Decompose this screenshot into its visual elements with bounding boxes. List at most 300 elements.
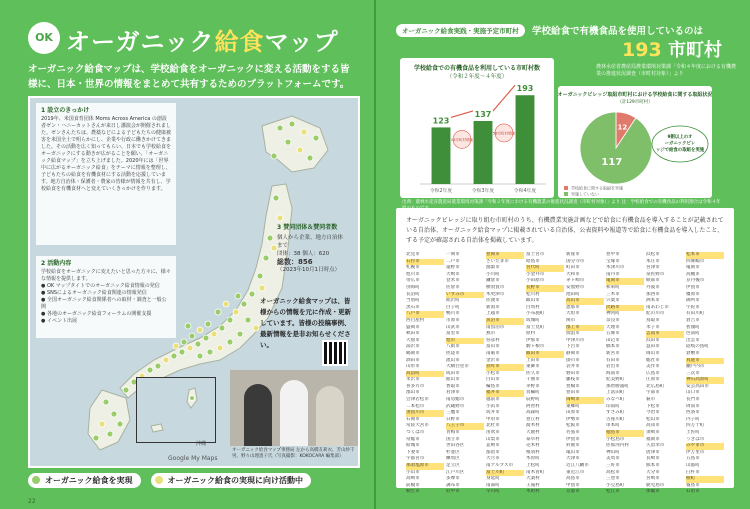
municipality-name: 福井市 xyxy=(486,390,524,397)
municipality-name: 三鷹市 xyxy=(446,410,460,416)
municipality-name: 宝塚市 xyxy=(606,258,620,264)
municipality-name: 高畠町 xyxy=(406,371,444,378)
pie-chart-card xyxy=(558,86,712,198)
municipality-name: 東郷町 xyxy=(566,403,580,409)
municipality-name: 八街市 xyxy=(446,344,460,350)
municipality-name: 館山市 xyxy=(446,377,460,383)
pie-chart-title: オーガニックビレッジ取組市町村における学校給食に関する取組状況 xyxy=(558,92,712,98)
municipality-name: 亀山市 xyxy=(566,449,580,455)
municipality-name: 大津市 xyxy=(566,456,580,462)
municipality-name: 足立区 xyxy=(446,463,460,468)
municipality-name: 田辺市 xyxy=(606,337,620,343)
okinawa-islands xyxy=(137,378,217,444)
staff-photo xyxy=(230,370,358,446)
map-pin[interactable] xyxy=(215,309,221,315)
title-main: オーガニック xyxy=(66,28,215,56)
municipality-name: 盛岡市 xyxy=(406,324,420,330)
municipality-name: 奈良市 xyxy=(606,317,620,323)
map-pin[interactable] xyxy=(171,353,177,359)
municipality-name: 豊田市 xyxy=(566,390,580,396)
municipality-name: 木更津市 xyxy=(486,291,505,297)
bar-category-label: 令和4年度 xyxy=(513,189,537,194)
municipality-name: 加西市 xyxy=(646,291,660,297)
map-pin[interactable] xyxy=(123,387,129,393)
municipality-name: 長沼町 xyxy=(406,291,420,297)
municipality-name: 小金井市 xyxy=(526,271,545,277)
municipality-name: 新潟市 xyxy=(486,304,500,310)
municipality-name: 三木市 xyxy=(606,291,620,297)
municipality-name: 阿智村 xyxy=(526,403,540,409)
municipality-name: 大崎市 xyxy=(446,271,460,277)
map-pin[interactable] xyxy=(197,327,203,333)
municipality-list-card xyxy=(396,208,734,495)
municipality-name: 小布施町 xyxy=(526,311,545,317)
bar-chart-card xyxy=(400,58,554,198)
municipality-name: 大桑村 xyxy=(526,476,540,482)
municipality-name: 南房総市 xyxy=(446,397,465,403)
map-pin[interactable] xyxy=(205,321,211,327)
map-pin[interactable] xyxy=(211,331,217,337)
map-pin[interactable] xyxy=(179,349,185,355)
municipality-name: 北広島町 xyxy=(646,383,665,389)
municipality-name: 倉吉市 xyxy=(686,317,700,323)
municipality-name: 土佐町 xyxy=(686,430,700,436)
municipality-name: 富士見町 xyxy=(526,324,545,330)
municipality-name: 安曇野市 xyxy=(566,284,585,290)
municipality-name: 那覇市 xyxy=(646,489,660,495)
municipality-name: 喜多方市 xyxy=(406,383,425,389)
municipality-name: 南砺市 xyxy=(486,350,500,356)
increase-label: 56市町村増加 xyxy=(492,131,516,136)
map-pin[interactable] xyxy=(195,341,201,347)
person-figure xyxy=(244,384,272,446)
municipality-name: 白馬村 xyxy=(526,304,540,310)
municipality-name: 富士宮市 xyxy=(526,252,545,257)
municipality-name: 須賀川市 xyxy=(406,410,444,417)
supporters-total: 総数：856 xyxy=(277,258,313,266)
municipality-name: 泰阜村 xyxy=(526,436,540,442)
municipality-name: 身延町 xyxy=(486,476,500,482)
section-badge: オーガニック給食実践・実施予定市町村 xyxy=(396,24,525,37)
municipality-name: 那智勝浦町 xyxy=(606,383,629,389)
map-pin[interactable] xyxy=(223,301,229,307)
municipality-name: 木祖村 xyxy=(526,489,540,495)
municipality-name: 豊岡市 xyxy=(486,252,524,259)
municipality-name: 豊中市 xyxy=(606,252,620,257)
municipality-name: 富山市 xyxy=(486,344,500,350)
map-pin[interactable] xyxy=(147,367,153,373)
municipality-name: 木曽町 xyxy=(526,456,540,462)
municipality-name: 常総市 xyxy=(406,436,420,442)
municipality-name: 佐渡市 xyxy=(486,298,500,304)
municipality-name: 徳島市 xyxy=(606,430,644,437)
municipality-name: 辰野町 xyxy=(526,397,540,403)
municipality-name: 大和市 xyxy=(566,271,580,277)
count-value: 193 xyxy=(622,39,662,61)
municipality-name: 宇都宮市 xyxy=(406,456,425,462)
pie-legend-label: 学校給食に関する取組を実施 xyxy=(571,185,623,191)
municipality-name: 佐那河内村 xyxy=(606,443,629,449)
municipality-name: 西目屋村 xyxy=(406,317,425,323)
municipality-name: 横須賀市 xyxy=(486,284,505,290)
pie-callout-text: ッジで給食の取組を実施 xyxy=(655,148,705,153)
municipality-name: 八王子市 xyxy=(446,423,484,430)
submission-note: オーガニック給食マップは、皆様からの情報を元に作成・更新しています。皆様の投稿事例、最新情報を是非お知らせください。 xyxy=(260,297,351,349)
map-pin[interactable] xyxy=(273,195,279,201)
municipality-name: 和束町 xyxy=(606,284,620,290)
municipality-name: 宇陀市 xyxy=(686,304,700,310)
map-pin[interactable] xyxy=(233,309,239,315)
municipality-name: 魚沼市 xyxy=(486,318,524,325)
municipality-name: 日野市 xyxy=(446,416,460,422)
municipality-name: 印南町 xyxy=(606,403,620,409)
municipality-name: 成田市 xyxy=(446,370,460,376)
municipality-name: 松山市 xyxy=(646,416,660,422)
municipality-name: 京都市 xyxy=(566,489,580,495)
municipality-name: 石垣市 xyxy=(686,489,700,495)
legend-label: オーガニック給食の実現に向け活動中 xyxy=(167,475,304,485)
municipality-name: 浜松市 xyxy=(646,252,660,257)
person-figure xyxy=(280,380,308,446)
municipality-name: 木津川市 xyxy=(606,265,625,271)
municipality-name: 札幌市 xyxy=(406,265,420,271)
bar-chart-title: 学校給食での有機食品を利用している市町村数 xyxy=(413,65,541,72)
municipality-name: 東御市 xyxy=(526,364,540,370)
chart-source-note: 出典：農林水産省農産局農業環境対策課「令和２年度における有機農業の推進状況調査（市町村対象）」より 注：学校給食での有機食品の利用割合は令和４年 xyxy=(402,200,721,205)
map-pin[interactable] xyxy=(117,421,123,427)
municipality-name: 須崎市 xyxy=(646,430,660,436)
municipality-name: 町田市 xyxy=(566,265,580,271)
municipality-name: 旭川市 xyxy=(406,271,420,277)
municipality-name: 美馬市 xyxy=(606,456,620,462)
municipality-name: 本庄市 xyxy=(646,258,660,264)
legend-implemented xyxy=(28,473,141,488)
municipality-name: 秋田市 xyxy=(406,331,420,337)
map-pin[interactable] xyxy=(207,349,213,355)
municipality-name: 坂城町 xyxy=(526,317,540,323)
map-pin[interactable] xyxy=(307,155,313,161)
map-legend xyxy=(28,471,360,489)
map-pin[interactable] xyxy=(285,139,291,145)
map-pin[interactable] xyxy=(237,331,243,337)
municipality-name: 都留市 xyxy=(486,449,500,455)
municipality-name: 豊橋市 xyxy=(566,383,580,389)
map-pin[interactable] xyxy=(227,339,233,345)
activity-item: ● OK マップタイトでのオーガニック給食情報の発信 xyxy=(41,283,160,289)
map-pin[interactable] xyxy=(245,317,251,323)
founding-heading: 1 設立のきっかけ xyxy=(41,107,90,114)
map-pin[interactable] xyxy=(235,293,241,299)
municipality-name: 坂井市 xyxy=(486,410,500,416)
municipality-name: 庄原市 xyxy=(646,377,660,383)
municipality-name: 丹波市 xyxy=(646,284,660,290)
map-pin[interactable] xyxy=(155,363,161,369)
municipality-name: 有田川町 xyxy=(686,311,705,317)
municipality-name: 新座市 xyxy=(566,252,580,257)
municipality-name: 飯田市 xyxy=(526,351,564,358)
map-pin[interactable] xyxy=(227,317,233,323)
map-pin[interactable] xyxy=(263,255,269,261)
municipality-name: 国立市 xyxy=(446,436,460,442)
municipality-name: 鹿児島市 xyxy=(646,482,665,488)
pie-legend-swatch xyxy=(564,192,568,196)
person-figure xyxy=(316,386,344,446)
source-note: 農林水産省農産局農業環境対策課「令和４年度における有機農業の推進状況調査（市町村対象）」より xyxy=(596,64,737,77)
municipality-name: 箕輪町 xyxy=(526,390,540,396)
municipality-name: 亀岡市 xyxy=(606,278,644,285)
municipality-name: 上田市 xyxy=(526,357,540,363)
increase-label: 14市町村増加 xyxy=(450,137,474,142)
municipality-name: 輪島市 xyxy=(486,383,500,389)
map-pin[interactable] xyxy=(289,121,295,127)
municipality-name: 茅野市 xyxy=(526,383,540,389)
map-pin[interactable] xyxy=(197,353,203,359)
municipality-name: 邑南町 xyxy=(686,331,700,337)
municipality-name: 四條畷市 xyxy=(686,258,705,264)
municipality-name: 大月市 xyxy=(486,456,500,462)
map-pin[interactable] xyxy=(277,125,283,131)
municipality-name: 田原市 xyxy=(566,410,580,416)
municipality-name: 橋本市 xyxy=(606,344,620,350)
map-pin[interactable] xyxy=(241,301,247,307)
map-pin[interactable] xyxy=(257,273,263,279)
municipality-name: 下妻市 xyxy=(406,449,420,455)
municipality-name: 紀の川市 xyxy=(646,311,665,317)
municipality-name: 登米市 xyxy=(446,278,460,284)
municipality-name: 宮代町 xyxy=(526,265,564,272)
pie-slice-label: 12 xyxy=(617,123,628,132)
municipality-grid xyxy=(406,252,724,496)
municipality-name: 山形市 xyxy=(406,364,420,370)
municipality-name: 伊那市 xyxy=(526,337,540,343)
pie-chart xyxy=(558,86,712,198)
municipality-name: 前橋市 xyxy=(406,482,420,488)
municipality-name: 有田市 xyxy=(606,357,620,363)
municipality-name: 二本松市 xyxy=(406,403,425,409)
legend-label: オーガニック給食を実現 xyxy=(45,475,133,485)
map-pin[interactable] xyxy=(271,153,277,159)
municipality-name: 世田谷区 xyxy=(446,443,465,449)
municipality-name: 燕市 xyxy=(486,331,496,337)
municipality-name: 古座川町 xyxy=(606,416,625,422)
municipality-name: 小川町 xyxy=(486,271,500,277)
map-pin[interactable] xyxy=(93,435,99,441)
intro-text: オーガニック給食マップは、学校給食をオーガニックに変える活動をする皆様に、日本・世界の情報をまとめて共有するためのプラットフォームです。 xyxy=(28,64,350,90)
left-page xyxy=(0,0,374,509)
municipality-name: 東近江市 xyxy=(566,469,585,475)
qr-code[interactable] xyxy=(322,340,348,366)
municipality-name: 常陸大宮市 xyxy=(406,423,429,429)
map-pin[interactable] xyxy=(185,323,191,329)
map-pin[interactable] xyxy=(297,147,303,153)
municipality-name: 石岡市 xyxy=(406,416,420,422)
municipality-name: 三次市 xyxy=(686,370,700,376)
municipality-name: つくば市 xyxy=(406,430,425,436)
municipality-name: 国分寺市 xyxy=(566,258,585,264)
municipality-name: 瀬戸内市 xyxy=(686,364,705,370)
municipality-name: 四万十町 xyxy=(686,423,705,429)
municipality-name: 郡上市 xyxy=(566,325,604,332)
pie-callout-text: ーガニックビレ xyxy=(664,141,696,147)
map-pin[interactable] xyxy=(313,135,319,141)
municipality-name: 神石高原町 xyxy=(686,377,724,384)
municipality-name: 山口市 xyxy=(686,390,700,396)
municipality-name: 袋井市 xyxy=(566,364,580,370)
municipality-name: 府中市 xyxy=(446,489,460,495)
municipality-name: 福岡市 xyxy=(646,436,660,442)
municipality-name: いすみ市 xyxy=(446,292,484,299)
municipality-name: 那須塩原市 xyxy=(406,463,444,470)
municipality-name: 名張市 xyxy=(566,430,580,436)
increase-arrow xyxy=(493,85,515,111)
photo-caption: オーガニック給食マップ事務局 左から高橋友莉衣、芳山紗千男、野々山理恵子氏（写真撮影：KOKOCARA 編集部） xyxy=(232,448,355,459)
municipality-name: 早川町 xyxy=(486,489,500,495)
map-pin[interactable] xyxy=(253,325,259,331)
municipality-name: 綾町 xyxy=(686,476,724,483)
municipality-name: 鎌倉市 xyxy=(486,278,500,284)
okinawa-label: 沖縄 xyxy=(196,441,207,447)
municipality-name: 淡路市 xyxy=(606,305,644,312)
map-pin[interactable] xyxy=(111,411,117,417)
supporters-body: 個人から企業、地方自治体まで xyxy=(277,235,344,249)
municipality-name: 原村 xyxy=(526,331,536,337)
bar-category-label: 令和3年度 xyxy=(471,189,495,194)
municipality-name: 藤枝市 xyxy=(566,377,580,383)
municipality-name: 五條市 xyxy=(606,331,620,337)
supporters-heading: 3 賛同団体＆賛同者数 xyxy=(277,224,338,231)
municipality-name: 神河町 xyxy=(606,311,620,317)
municipality-name: 大垣市 xyxy=(566,311,580,317)
municipality-name: 富士川町 xyxy=(486,470,524,477)
municipality-name: 高森町 xyxy=(526,410,540,416)
municipality-name: 総社市 xyxy=(646,357,660,363)
municipality-name: 南アルプス市 xyxy=(486,463,514,468)
map-pin[interactable] xyxy=(301,129,307,135)
page-number: 22 xyxy=(28,498,36,505)
municipality-name: 武蔵野市 xyxy=(446,403,465,409)
supporters-stats: 団体：38 個人：620 xyxy=(277,251,330,257)
municipality-name: 神山町 xyxy=(606,449,620,455)
activity-item: ● イベント出展 xyxy=(41,318,77,324)
map-pin[interactable] xyxy=(173,343,179,349)
municipality-name: 練馬区 xyxy=(446,456,460,462)
municipality-name: 浜田市 xyxy=(646,337,660,343)
municipality-name: 伊勢市 xyxy=(566,416,580,422)
municipality-name: 岩出市 xyxy=(606,364,620,370)
municipality-name: 宮崎市 xyxy=(646,476,660,482)
okinawa-inset-map xyxy=(136,377,216,443)
municipality-name: 安芸高田市 xyxy=(686,383,709,389)
bar-value-label: 137 xyxy=(474,109,492,119)
municipality-name: 綾部市 xyxy=(646,278,660,284)
map-pin[interactable] xyxy=(189,333,195,339)
municipality-name: 南丹市 xyxy=(606,271,620,277)
map-pin[interactable] xyxy=(267,235,273,241)
count-unit: 市町村 xyxy=(667,40,722,61)
municipality-name: 三豊市 xyxy=(606,476,620,482)
municipality-name: 関市 xyxy=(566,317,576,323)
municipality-name: 南あわじ市 xyxy=(646,304,669,310)
bar-chart-subtitle: （令和２年度〜４年度） xyxy=(446,74,508,80)
map-pin[interactable] xyxy=(103,399,109,405)
map-pin[interactable] xyxy=(219,325,225,331)
map-pin[interactable] xyxy=(187,345,193,351)
municipality-name: 上富田町 xyxy=(606,390,625,396)
municipality-name: 伊賀市 xyxy=(686,284,700,290)
municipality-name: 高松市 xyxy=(606,469,620,475)
municipality-name: 掛川市 xyxy=(566,357,580,363)
municipality-name: 王滝村 xyxy=(526,482,540,488)
map-pin[interactable] xyxy=(99,421,105,427)
municipality-name: 駒ヶ根市 xyxy=(526,344,545,350)
municipality-name: 旭市 xyxy=(446,338,484,345)
map-pin[interactable] xyxy=(217,345,223,351)
municipality-name: 桐生市 xyxy=(406,489,420,495)
municipality-name: 高島市 xyxy=(566,476,580,482)
google-mymaps-mark: Google My Maps xyxy=(168,455,218,462)
municipality-name: 黒石市 xyxy=(406,304,420,310)
municipality-name: 南木曽町 xyxy=(526,469,545,475)
municipality-name: 海南市 xyxy=(606,370,620,376)
list-description: オーガニックビレッジに取り組む市町村のうち、有機農業実施計画などで給食に有機食品を導入することが記載されている自治体、オーガニック給食マップに掲載されている自治体、公表資料や報道等で給食に有機食品を導入したこと、する予定が確認される自治体を掲載しています。 xyxy=(406,217,724,244)
municipality-name: 益田市 xyxy=(646,344,660,350)
municipality-name: 鈴鹿市 xyxy=(566,443,580,449)
municipality-name: 羽咋市 xyxy=(486,364,524,371)
municipality-name: すさみ町 xyxy=(606,410,625,416)
municipality-name: 山都町 xyxy=(686,463,700,468)
map-pin[interactable] xyxy=(181,339,187,345)
municipality-name: 三好市 xyxy=(606,463,620,468)
municipality-name: 山武市 xyxy=(446,324,460,330)
municipality-name: 臼杵市 xyxy=(686,469,700,475)
municipality-name: 伊賀市 xyxy=(566,436,580,442)
municipality-name: 笛吹市 xyxy=(486,430,500,436)
municipality-name: 下呂市 xyxy=(566,344,580,350)
map-pin[interactable] xyxy=(249,291,255,297)
municipality-name: 売木村 xyxy=(526,443,540,449)
activities-list xyxy=(41,283,171,325)
municipality-name: 上松町 xyxy=(526,463,540,468)
municipality-name: 郡山市 xyxy=(406,390,420,396)
municipality-name: 岡山市 xyxy=(646,350,660,356)
municipality-name: うきは市 xyxy=(686,436,705,442)
municipality-name: 松江市 xyxy=(606,489,620,495)
map-pin[interactable] xyxy=(203,335,209,341)
legend-in-progress xyxy=(151,473,312,488)
municipality-name: 結城市 xyxy=(406,443,420,449)
organic-lunch-logo-icon: OK xyxy=(28,22,60,54)
municipality-name: 山梨市 xyxy=(486,436,500,442)
municipality-name: 韮崎市 xyxy=(486,443,500,449)
map-pin[interactable] xyxy=(163,357,169,363)
municipality-name: 長野市 xyxy=(526,285,564,292)
municipality-name: 霧島市 xyxy=(686,482,700,488)
municipality-name: 洲本市 xyxy=(646,298,660,304)
municipality-name: 一関市 xyxy=(446,252,460,257)
increase-arrow xyxy=(451,111,473,117)
map-pin[interactable] xyxy=(277,215,283,221)
legend-dot-green xyxy=(31,475,41,485)
municipality-name: 当別町 xyxy=(406,298,420,304)
bar-category-label: 令和2年度 xyxy=(429,189,453,194)
title-highlight: 給食 xyxy=(214,28,265,56)
map-pin[interactable] xyxy=(259,285,265,291)
bar xyxy=(516,95,535,184)
municipality-name: 杉並区 xyxy=(446,449,460,455)
municipality-name: 恵那市 xyxy=(566,304,580,310)
municipality-name: 白子町 xyxy=(446,304,460,310)
map-pin[interactable] xyxy=(107,431,113,437)
